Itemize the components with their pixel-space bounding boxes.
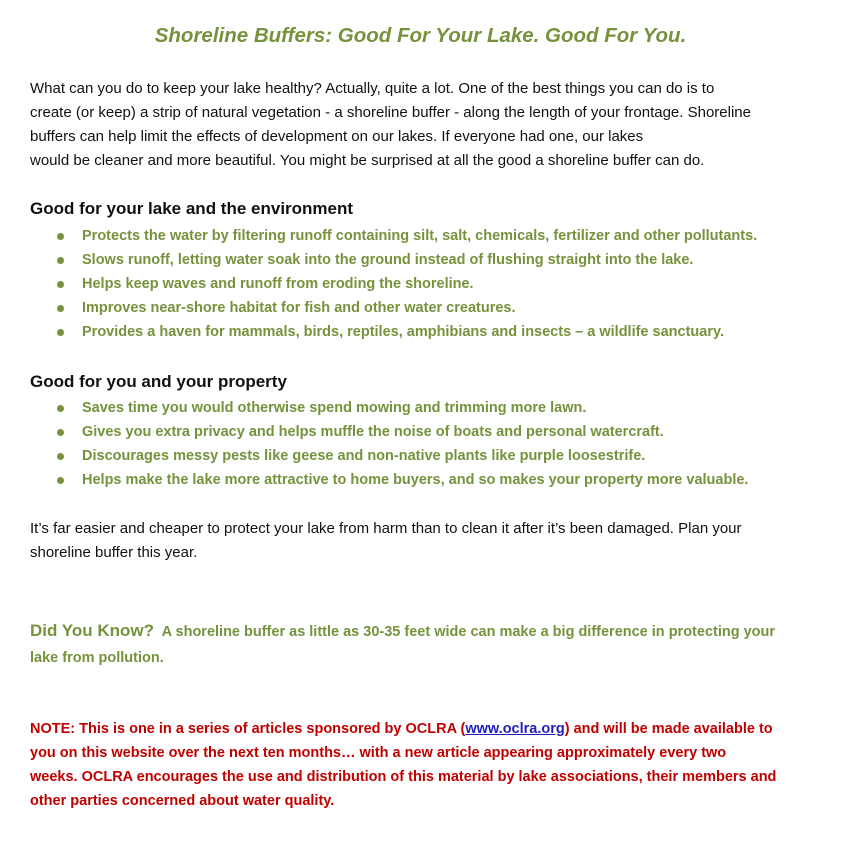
did-you-know-label: Did You Know? <box>30 621 155 640</box>
did-you-know-text: lake from pollution. <box>30 650 164 666</box>
bullet-icon <box>57 329 64 336</box>
list-item-text: Helps keep waves and runoff from eroding the shoreline. <box>82 276 474 292</box>
list-item <box>30 224 757 248</box>
bullet-icon <box>57 429 64 436</box>
note-line: other parties concerned about water quality. <box>30 793 335 809</box>
bullet-icon <box>57 305 64 312</box>
section-heading-you: Good for you and your property <box>30 372 287 391</box>
intro-line: What can you do to keep your lake healthy? Actually, quite a lot. One of the best things you can do is to <box>30 80 715 97</box>
bullet-icon <box>57 405 64 412</box>
intro-line: buffers can help limit the effects of development on our lakes. If everyone had one, our lakes <box>30 128 644 145</box>
note-text: NOTE: This is one in a series of articles sponsored by OCLRA ( <box>30 721 466 737</box>
bullet-icon <box>57 281 64 288</box>
bullet-icon <box>57 453 64 460</box>
intro-paragraph <box>30 77 820 173</box>
did-you-know-callout <box>30 618 820 671</box>
list-item <box>30 248 757 272</box>
property-benefits-list <box>30 396 748 492</box>
list-item <box>30 296 757 320</box>
did-you-know-text: A shoreline buffer as little as 30-35 feet wide can make a big difference in protecting your <box>161 624 776 640</box>
article-title: Shoreline Buffers: Good For Your Lake. Good For You. <box>154 24 687 47</box>
oclra-link[interactable]: www.oclra.org <box>465 721 565 737</box>
closing-paragraph <box>30 517 742 565</box>
note-line <box>30 717 820 741</box>
closing-line: It’s far easier and cheaper to protect your lake from harm than to clean it after it’s been damaged. Plan your <box>30 520 742 537</box>
sponsor-note <box>30 717 820 813</box>
bullet-icon <box>57 233 64 240</box>
list-item <box>30 320 757 344</box>
list-item <box>30 420 748 444</box>
list-item-text: Discourages messy pests like geese and non-native plants like purple loosestrife. <box>82 448 646 464</box>
closing-line: shoreline buffer this year. <box>30 544 198 561</box>
list-item-text: Saves time you would otherwise spend mowing and trimming more lawn. <box>82 400 587 416</box>
intro-line: create (or keep) a strip of natural vegetation - a shoreline buffer - along the length of your frontage. Shoreline <box>30 104 751 121</box>
note-text: ) and will be made available to <box>564 721 773 737</box>
list-item-text: Gives you extra privacy and helps muffle the noise of boats and personal watercraft. <box>82 424 664 440</box>
list-item <box>30 272 757 296</box>
list-item <box>30 396 748 420</box>
bullet-icon <box>57 257 64 264</box>
bullet-icon <box>57 477 64 484</box>
note-line: weeks. OCLRA encourages the use and distribution of this material by lake associations, their members and <box>30 769 777 785</box>
list-item-text: Provides a haven for mammals, birds, reptiles, amphibians and insects – a wildlife sanctuary. <box>82 324 724 340</box>
list-item-text: Improves near-shore habitat for fish and other water creatures. <box>82 300 516 316</box>
section-heading-lake: Good for your lake and the environment <box>30 199 354 218</box>
intro-line: would be cleaner and more beautiful. You might be surprised at all the good a shoreline buffer can do. <box>30 152 705 169</box>
list-item-text: Protects the water by filtering runoff containing silt, salt, chemicals, fertilizer and other pollutants. <box>82 228 758 244</box>
list-item-text: Slows runoff, letting water soak into the ground instead of flushing straight into the lake. <box>82 252 694 268</box>
note-line: you on this website over the next ten months… with a new article appearing approximately every two <box>30 745 727 761</box>
list-item <box>30 468 748 492</box>
list-item <box>30 444 748 468</box>
list-item-text: Helps make the lake more attractive to home buyers, and so makes your property more valuable. <box>82 472 749 488</box>
lake-benefits-list <box>30 224 757 344</box>
